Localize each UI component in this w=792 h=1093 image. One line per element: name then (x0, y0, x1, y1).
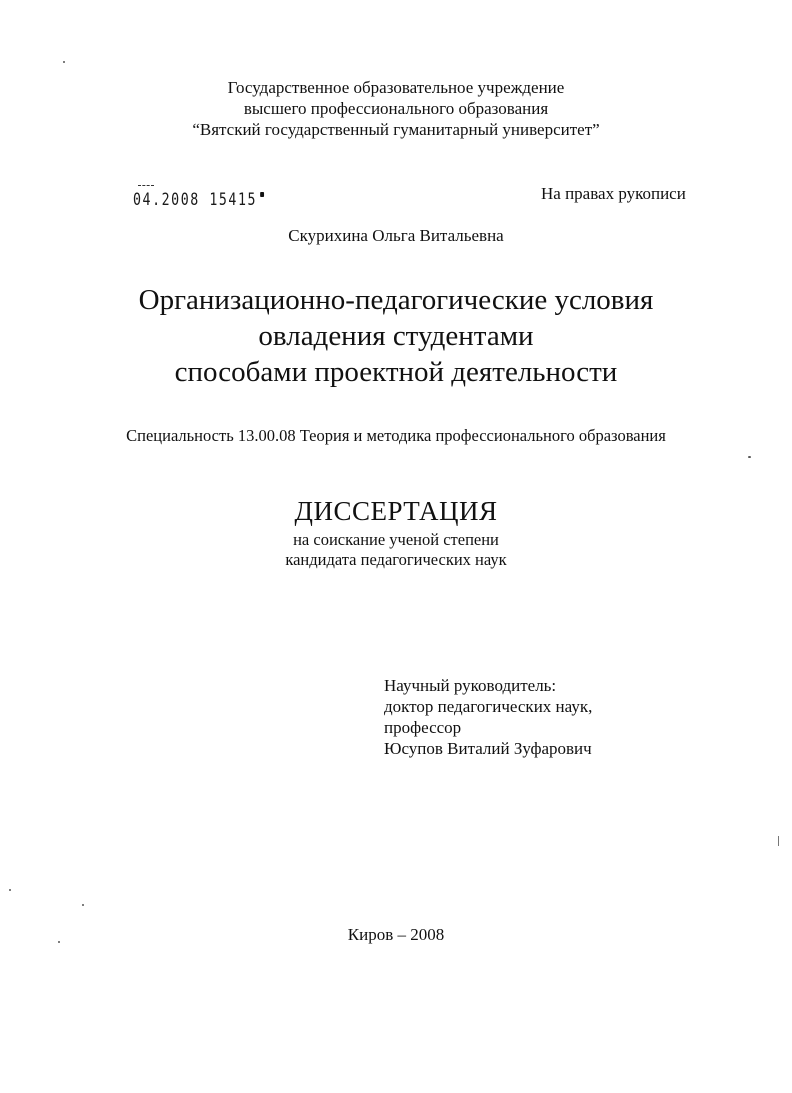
title-line: овладения студентами (258, 320, 534, 352)
scan-speck (82, 904, 84, 906)
degree-sought (0, 530, 792, 570)
institution-line: “Вятский государственный гуманитарный университет” (192, 120, 600, 139)
institution-line: высшего профессионального образования (243, 99, 549, 118)
stamp-mark (138, 185, 154, 187)
stamp-dot (260, 192, 264, 197)
author-name: Скурихина Ольга Витальевна (288, 226, 504, 245)
stamp-number-text: 04.2008 15415 (133, 190, 258, 210)
place-and-year: Киров – 2008 (347, 925, 445, 944)
supervisor-line: профессор (384, 718, 462, 737)
scan-speck (9, 889, 11, 891)
dissertation-title (0, 282, 792, 390)
title-line: Организационно-педагогические условия (138, 284, 654, 316)
specialty-line: Специальность 13.00.08 Теория и методика профессионального образования (126, 426, 666, 445)
degree-line: кандидата педагогических наук (285, 550, 507, 569)
scan-speck (748, 456, 751, 458)
document-type: ДИССЕРТАЦИЯ (294, 496, 498, 526)
institution-line: Государственное образовательное учреждение (227, 78, 565, 97)
supervisor-line: доктор педагогических наук, (384, 697, 593, 716)
supervisor-line: Научный руководитель: (384, 676, 557, 695)
scan-speck (63, 61, 65, 63)
degree-line: на соискание ученой степени (293, 530, 499, 549)
title-line: способами проектной деятельности (174, 356, 618, 388)
library-stamp-number (133, 190, 264, 210)
scan-speck (58, 941, 60, 943)
scientific-supervisor (384, 675, 592, 759)
manuscript-rights-note: На правах рукописи (541, 184, 686, 203)
supervisor-line: Юсупов Виталий Зуфарович (384, 739, 592, 758)
institution-header (0, 77, 792, 140)
scan-speck (778, 836, 779, 846)
